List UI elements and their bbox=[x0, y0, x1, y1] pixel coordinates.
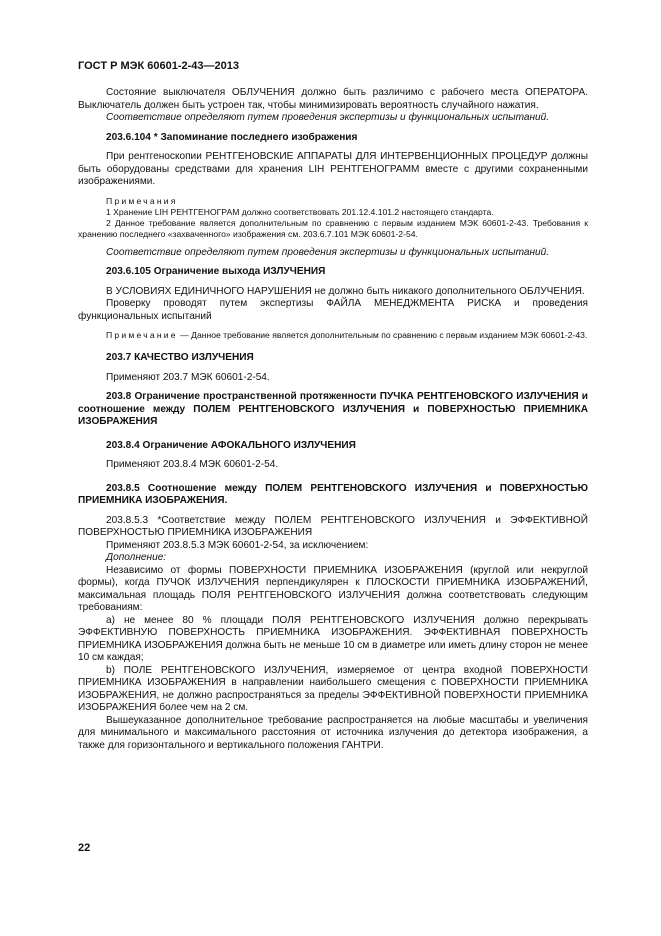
notes-label: Примечания bbox=[106, 195, 178, 206]
note-3-label: Примечание bbox=[106, 330, 178, 340]
paragraph: Применяют 203.7 МЭК 60601-2-54. bbox=[106, 371, 270, 383]
note-3 bbox=[78, 330, 588, 341]
section-heading-203-8-5: 203.8.5 Соотношение между ПОЛЕМ РЕНТГЕНОВСКОГО ИЗЛУЧЕНИЯ и ПОВЕРХНОСТЬЮ ПРИЕМНИКА ИЗОБРАЖЕНИЯ. bbox=[78, 482, 588, 506]
section-heading-203-7: 203.7 КАЧЕСТВО ИЗЛУЧЕНИЯ bbox=[106, 352, 254, 363]
note-3-text: — Данное требование является дополнительным по сравнению с первым изданием МЭК 60601-2-43. bbox=[177, 330, 588, 340]
section-heading-203-6-104: 203.6.104 * Запоминание последнего изображения bbox=[106, 131, 358, 143]
compliance-note: Соответствие определяют путем проведения экспертизы и функциональных испытаний. bbox=[106, 246, 550, 258]
list-item-a: a) не менее 80 % площади ПОЛЯ РЕНТГЕНОВСКОГО ИЗЛУЧЕНИЯ должно перекрывать ЭФФЕКТИВНУЮ ПОВЕРХНОСТЬ ПРИЕМНИКА ИЗОБРАЖЕНИЯ. ЭФФЕКТИВНАЯ ПОВЕРХНОСТЬ ПРИЕМНИКА ИЗОБРАЖЕНИЯ должна быть не меньше 10 см в диаметре или иметь длину сторон не менее 10 см каждая; bbox=[78, 614, 588, 663]
document-header: ГОСТ Р МЭК 60601-2-43—2013 bbox=[78, 60, 239, 72]
paragraph: Состояние выключателя ОБЛУЧЕНИЯ должно быть различимо с рабочего места ОПЕРАТОРА. Выключатель должен быть устроен так, чтобы минимизировать вероятность случайного нажатия. bbox=[78, 87, 588, 111]
paragraph: Применяют 203.8.4 МЭК 60601-2-54. bbox=[106, 459, 279, 470]
paragraph: Вышеуказанное дополнительное требование распространяется на любые масштабы и увеличения для минимального и максимального расстояния от источника излучения до детектора изображения, а также для горизонтального и вертикального положения ГАНТРИ. bbox=[78, 714, 588, 751]
section-heading-203-8-4: 203.8.4 Ограничение АФОКАЛЬНОГО ИЗЛУЧЕНИЯ bbox=[106, 439, 356, 451]
addition-label: Дополнение: bbox=[106, 552, 167, 563]
section-heading-203-6-105: 203.6.105 Ограничение выхода ИЗЛУЧЕНИЯ bbox=[106, 266, 326, 277]
note-1: 1 Хранение LIH РЕНТГЕНОГРАМ должно соответствовать 201.12.4.101.2 настоящего стандарта. bbox=[106, 206, 494, 217]
paragraph: В УСЛОВИЯХ ЕДИНИЧНОГО НАРУШЕНИЯ не должно быть никакого дополнительного ОБЛУЧЕНИЯ. bbox=[106, 285, 585, 297]
section-heading-203-8: 203.8 Ограничение пространственной протяженности ПУЧКА РЕНТГЕНОВСКОГО ИЗЛУЧЕНИЯ и соотношение между ПОЛЕМ РЕНТГЕНОВСКОГО ИЗЛУЧЕНИЯ и ПОВЕРХНОСТЬЮ ПРИЕМНИКА ИЗОБРАЖЕНИЯ bbox=[78, 391, 588, 427]
paragraph: Проверку проводят путем экспертизы ФАЙЛА МЕНЕДЖМЕНТА РИСКА и проведения функциональных испытаний bbox=[78, 298, 588, 322]
compliance-note: Соответствие определяют путем проведения экспертизы и функциональных испытаний. bbox=[106, 112, 550, 123]
paragraph: При рентгеноскопии РЕНТГЕНОВСКИЕ АППАРАТЫ ДЛЯ ИНТЕРВЕНЦИОННЫХ ПРОЦЕДУР должны быть оборудованы средствами для хранения LIH РЕНТГЕНОГРАММ вместе с другими сохраненными изображениями. bbox=[78, 151, 588, 187]
page-number: 22 bbox=[78, 842, 91, 854]
note-2: 2 Данное требование является дополнительным по сравнению с первым изданием МЭК 60601-2-43. Требования к хранению последнего «захваченного» изображения см. 203.6.7.101 МЭК 60601-2-54. bbox=[78, 217, 588, 239]
paragraph: 203.8.5.3 *Соответствие между ПОЛЕМ РЕНТГЕНОВСКОГО ИЗЛУЧЕНИЯ и ЭФФЕКТИВНОЙ ПОВЕРХНОСТЬЮ ПРИЕМНИКА ИЗОБРАЖЕНИЯ bbox=[78, 514, 588, 538]
paragraph: Применяют 203.8.5.3 МЭК 60601-2-54, за исключением: bbox=[106, 539, 369, 551]
list-item-b: b) ПОЛЕ РЕНТГЕНОВСКОГО ИЗЛУЧЕНИЯ, измеряемое от центра входной ПОВЕРХНОСТИ ПРИЕМНИКА ИЗОБРАЖЕНИЯ в направлении наибольшего смещения с ПОВЕРХНОСТИ ПРИЕМНИКА ИЗОБРАЖЕНИЯ, не должно распространяться за пределы ЭФФЕКТИВНОЙ ПОВЕРХНОСТИ ПРИЕМНИКА ИЗОБРАЖЕНИЯ более чем на 2 см. bbox=[78, 664, 588, 713]
document-body bbox=[78, 87, 588, 752]
paragraph: Независимо от формы ПОВЕРХНОСТИ ПРИЕМНИКА ИЗОБРАЖЕНИЯ (круглой или некруглой формы), когда ПУЧОК ИЗЛУЧЕНИЯ перпендикулярен к ПЛОСКОСТИ ПРИЕМНИКА ИЗОБРАЖЕНИЙ, максимальная площадь ПОЛЯ РЕНТГЕНОВСКОГО ИЗЛУЧЕНИЯ должна соответствовать следующим требованиям: bbox=[78, 564, 588, 613]
